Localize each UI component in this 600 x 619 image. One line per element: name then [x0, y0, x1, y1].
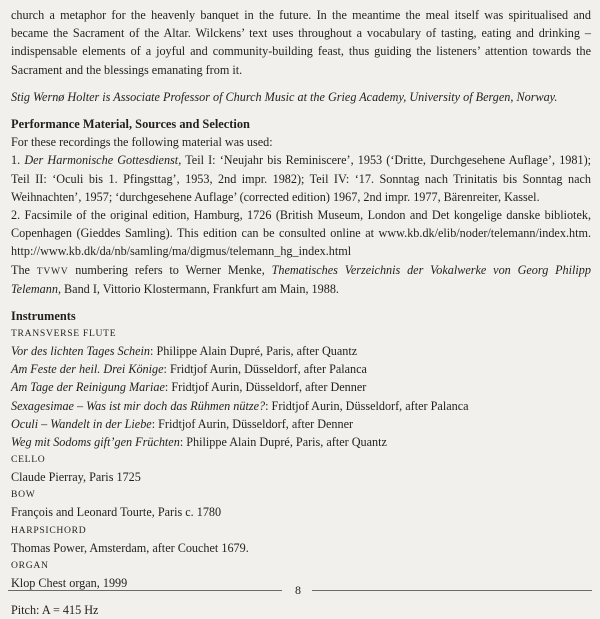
- source-item-1-title: Der Harmonische Gottesdienst,: [24, 153, 182, 168]
- source-item-1-text: Teil I: ‘Neujahr bis Reminiscere’, 1953 (‘Dritte, Durchgesehene Auflage’, 1981); Teil II: ‘Oculi bis 1. Pfingsttag’, 1953, 2nd impr. 1982); Teil IV: ‘17. Sonntag nach Trinitatis bis Sonntag nach Weihnachten’, 1957; ‘durchgesehene Auflage’ (corrected edition) 1967, 2nd impr. 1977, Bärenreiter, Kassel.: [11, 153, 592, 204]
- footer-rule-right: [312, 590, 592, 591]
- flute-work-title: Weg mit Sodoms gift’gen Früchten: [11, 435, 180, 450]
- list-item: [11, 342, 591, 360]
- footer-rule-left: [8, 590, 282, 591]
- tvwv-note: [11, 261, 591, 298]
- flute-work-title: Am Feste der heil. Drei Könige: [11, 362, 164, 377]
- author-bio: Stig Wernø Holter is Associate Professor of Church Music at the Grieg Academy, University of Bergen, Norway.: [11, 89, 558, 104]
- list-item: [11, 415, 591, 433]
- harpsichord-label: HARPSICHORD: [11, 524, 87, 536]
- page-number: 8: [295, 583, 301, 597]
- list-item: [11, 397, 591, 415]
- tvwv-title: Thematisches Verzeichnis der Vokalwerke von Georg Philipp Telemann: [11, 262, 591, 296]
- flute-maker: : Fridtjof Aurin, Düsseldorf, after Denner: [164, 380, 367, 395]
- intro-paragraph: church a metaphor for the heavenly banquet in the future. In the meantime the meal itself was spiritualised and became the Sacrament of the Altar. Wilckens’ text uses throughout a vocabulary of tasting, eating and drinking – indispensable elements of a joyful and community-building feast, thus guiding the listeners’ attention towards the Sacrament and the blessings emanating from it.: [11, 8, 591, 77]
- tvwv-abbr: TVWV: [36, 265, 69, 277]
- performance-lead: For these recordings the following material was used:: [11, 135, 273, 150]
- flute-work-title: Sexagesimae – Was ist mir doch das Rühmen nütze?: [11, 398, 266, 413]
- source-item-1: [11, 151, 591, 206]
- tvwv-pre: The: [11, 262, 37, 277]
- list-item: [11, 360, 591, 378]
- cello-maker: Claude Pierray, Paris 1725: [11, 470, 141, 485]
- flute-maker: : Fridtjof Aurin, Düsseldorf, after Denner: [151, 416, 354, 431]
- list-item: [11, 378, 591, 396]
- page-footer: [0, 583, 600, 597]
- instruments-heading: Instruments: [11, 308, 76, 323]
- source-item-1-number: 1.: [11, 153, 25, 168]
- organ-label: ORGAN: [11, 559, 49, 571]
- organ-maker: Klop Chest organ, 1999: [11, 575, 128, 590]
- flute-list: [11, 342, 591, 451]
- bow-label: BOW: [11, 489, 36, 501]
- flute-work-title: Vor des lichten Tages Schein: [11, 344, 151, 359]
- flute-work-title: Am Tage der Reinigung Mariae: [11, 380, 165, 395]
- tvwv-mid: numbering refers to Werner Menke,: [68, 262, 272, 277]
- list-item: [11, 433, 591, 451]
- flute-maker: : Philippe Alain Dupré, Paris, after Quantz: [150, 344, 358, 359]
- harpsichord-maker: Thomas Power, Amsterdam, after Couchet 1679.: [11, 540, 249, 555]
- pitch-line: Pitch: A = 415 Hz: [11, 603, 99, 618]
- document-page: [11, 6, 591, 619]
- source-item-2: 2. Facsimile of the original edition, Hamburg, 1726 (British Museum, London and Det kongelige danske bibliotek, Copenhagen (Gieddes Samling). This edition can be consulted online at www.kb.dk/elib/noder/telemann/index.htm. http://www.kb.dk/da/nb/samling/ma/digmus/telemann_hg_index.html: [11, 208, 591, 259]
- flute-maker: : Philippe Alain Dupré, Paris, after Quantz: [179, 435, 387, 450]
- flute-work-title: Oculi – Wandelt in der Liebe: [11, 416, 152, 431]
- flute-maker: : Fridtjof Aurin, Düsseldorf, after Palanca: [265, 398, 469, 413]
- tvwv-post: , Band I, Vittorio Klostermann, Frankfurt am Main, 1988.: [57, 281, 339, 296]
- flute-maker: : Fridtjof Aurin, Düsseldorf, after Palanca: [163, 362, 367, 377]
- bow-maker: François and Leonard Tourte, Paris c. 1780: [11, 505, 222, 520]
- cello-label: CELLO: [11, 454, 46, 466]
- flute-label: TRANSVERSE FLUTE: [11, 328, 117, 340]
- performance-heading: Performance Material, Sources and Selection: [11, 117, 250, 132]
